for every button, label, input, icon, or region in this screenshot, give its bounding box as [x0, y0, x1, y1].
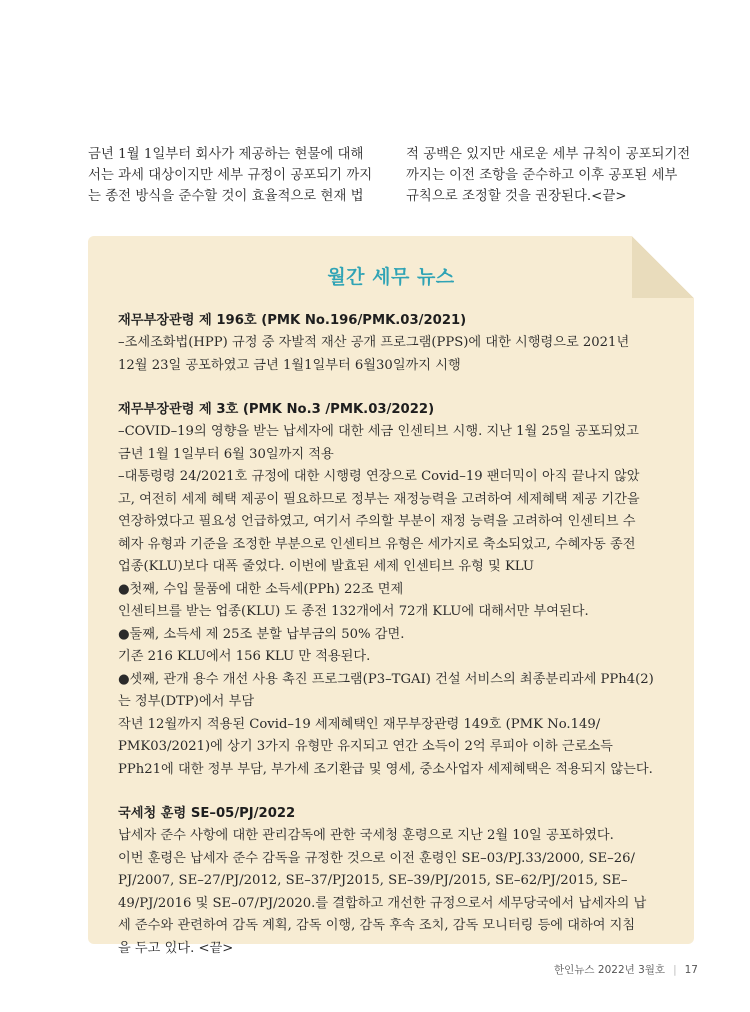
section-line: 혜자 유형과 기준을 조정한 부분으로 인센티브 유형은 세가지로 축소되었고, 수혜자동 종전	[118, 536, 636, 552]
page-number: 17	[684, 963, 698, 976]
news-section	[118, 310, 664, 377]
section-line: PMK03/2021)에 상기 3가지 유형만 유지되고 연간 소득이 2억 루피아 이하 근로소득	[118, 739, 613, 754]
section-line: –대통령령 24/2021호 규정에 대한 시행령 연장으로 Covid–19 팬더믹이 아직 끝나지 않았	[118, 469, 640, 484]
section-line: 작년 12월까지 적용된 Covid–19 세제혜택인 재무부장관령 149호 (PMK No.149/	[118, 716, 601, 732]
page-footer	[554, 962, 698, 977]
section-line: 12월 23일 공포하였고 금년 1월1일부터 6월30일까지 시행	[118, 357, 461, 373]
section-heading: 재무부장관령 제 3호 (PMK No.3 /PMK.03/2022)	[118, 402, 435, 417]
publication-name: 한인뉴스 2022년 3월호	[554, 964, 666, 976]
news-section	[118, 803, 664, 960]
section-line: 연장하였다고 필요성 언급하였고, 여기서 주의할 부분이 재정 능력을 고려하여 인센티브 수	[118, 514, 636, 529]
section-line: 을 두고 있다. <끝>	[118, 940, 234, 956]
text-line: 서는 과세 대상이지만 세부 규정이 공포되기 까지	[88, 168, 373, 183]
text-line: 는 종전 방식을 준수할 것이 효율적으로 현재 법	[88, 189, 364, 204]
section-line: PJ/2007, SE–27/PJ/2012, SE–37/PJ2015, SE–39/PJ/2015, SE–62/PJ/2015, SE–	[118, 873, 628, 888]
section-line: ●둘째, 소득세 제 25조 분할 납부금의 50% 감면.	[118, 626, 405, 642]
section-line: 납세자 준수 사항에 대한 관리감독에 관한 국세청 훈령으로 지난 2월 10일 공포하였다.	[118, 828, 614, 843]
section-line: –조세조화법(HPP) 규정 중 자발적 재산 공개 프로그램(PPS)에 대한 시행령으로 2021년	[118, 335, 630, 350]
monthly-tax-news-box	[88, 236, 694, 956]
section-line: 고, 여전히 세제 혜택 제공이 필요하므로 정부는 재정능력을 고려하여 세제혜택 제공 기간을	[118, 491, 640, 507]
section-line: –COVID–19의 영향을 받는 납세자에 대한 세금 인센티브 시행. 지난 1월 25일 공포되었고	[118, 424, 639, 439]
section-heading: 국세청 훈령 SE–05/PJ/2022	[118, 806, 296, 821]
section-line: 인센티브를 받는 업종(KLU) 도 종전 132개에서 72개 KLU에 대해서만 부여된다.	[118, 604, 589, 619]
news-section	[118, 399, 664, 781]
section-line: 기존 216 KLU에서 156 KLU 만 적용된다.	[118, 649, 371, 664]
section-line: PPh21에 대한 정부 부담, 부가세 조기환급 및 영세, 중소사업자 세제혜택은 적용되지 않는다.	[118, 761, 653, 777]
box-title: 월간 세무 뉴스	[327, 266, 455, 288]
text-line: 규칙으로 조정할 것을 권장된다.<끝>	[406, 189, 627, 204]
top-article-columns	[88, 144, 698, 207]
box-body	[118, 310, 664, 982]
left-column	[88, 144, 380, 207]
section-line: ●첫째, 수입 물품에 대한 소득세(PPh) 22조 면제	[118, 581, 404, 597]
text-line: 까지는 이전 조항을 준수하고 이후 공포된 세부	[406, 168, 678, 183]
section-line: 49/PJ/2016 및 SE–07/PJ/2020.를 결합하고 개선한 규정으로서 세무당국에서 납세자의 납	[118, 895, 647, 911]
section-heading: 재무부장관령 제 196호 (PMK No.196/PMK.03/2021)	[118, 313, 467, 328]
right-column	[406, 144, 698, 207]
section-line: ●셋째, 관개 용수 개선 사용 촉진 프로그램(P3–TGAI) 건설 서비스의 최종분리과세 PPh4(2)	[118, 671, 654, 687]
text-line: 적 공백은 있지만 새로운 세부 규칙이 공포되기전	[406, 147, 691, 162]
section-line: 이번 훈령은 납세자 준수 감독을 규정한 것으로 이전 훈령인 SE–03/PJ.33/2000, SE–26/	[118, 850, 635, 866]
footer-separator: |	[673, 963, 677, 976]
text-line: 금년 1월 1일부터 회사가 제공하는 현물에 대해	[88, 147, 364, 162]
section-line: 는 정부(DTP)에서 부담	[118, 694, 255, 709]
section-line: 업종(KLU)보다 대폭 줄었다. 이번에 발효된 세제 인센티브 유형 및 KLU	[118, 559, 534, 574]
section-line: 금년 1월 1일부터 6월 30일까지 적용	[118, 446, 334, 462]
section-line: 세 준수와 관련하여 감독 계획, 감독 이행, 감독 후속 조치, 감독 모니터링 등에 대하여 지침	[118, 918, 636, 933]
